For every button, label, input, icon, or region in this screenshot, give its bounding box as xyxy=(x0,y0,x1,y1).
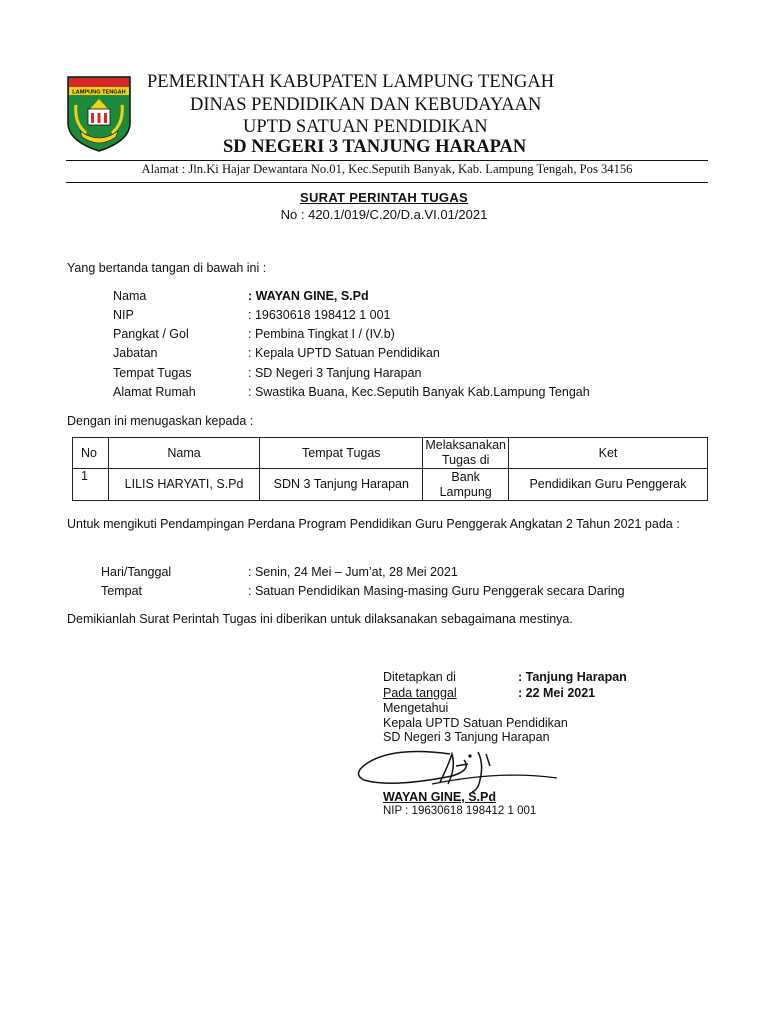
schedule-value: : Satuan Pendidikan Masing-masing Guru Penggerak secara Daring xyxy=(248,584,625,598)
school-name: SD NEGERI 3 TANJUNG HARAPAN xyxy=(223,137,527,157)
kop-divider-top xyxy=(66,160,708,161)
signer-value: : Swastika Buana, Kec.Seputih Banyak Kab.Lampung Tengah xyxy=(248,385,590,399)
school-address: Alamat : Jln.Ki Hajar Dewantara No.01, Kec.Seputih Banyak, Kab. Lampung Tengah, Pos 34156 xyxy=(141,162,633,176)
column-header: Tempat Tugas xyxy=(260,438,423,469)
signer-position: Kepala UPTD Satuan Pendidikan xyxy=(383,716,568,730)
table-cell: Bank Lampung xyxy=(423,469,509,501)
letter-number: No : 420.1/019/C.20/D.a.VI.01/2021 xyxy=(280,207,488,222)
set-date-value: : 22 Mei 2021 xyxy=(518,686,596,700)
signer-value: : SD Negeri 3 Tanjung Harapan xyxy=(248,366,422,380)
logo-text: LAMPUNG TENGAH xyxy=(72,89,126,96)
signer-label: Tempat Tugas xyxy=(113,366,192,380)
signer-value: : Kepala UPTD Satuan Pendidikan xyxy=(248,346,440,360)
column-header: Ket xyxy=(508,438,707,469)
signer-label: Nama xyxy=(113,289,147,303)
acknowledge-text: Mengetahui xyxy=(383,701,449,715)
signer-school: SD Negeri 3 Tanjung Harapan xyxy=(383,730,550,744)
signer-label: Jabatan xyxy=(113,346,158,360)
regency-logo xyxy=(66,75,132,153)
table-cell: LILIS HARYATI, S.Pd xyxy=(108,469,259,501)
assign-intro: Dengan ini menugaskan kepada : xyxy=(67,414,254,428)
signer-nip: NIP : 19630618 198412 1 001 xyxy=(383,805,537,817)
kop-line-1: PEMERINTAH KABUPATEN LAMPUNG TENGAH xyxy=(147,72,555,92)
schedule-label: Hari/Tanggal xyxy=(101,565,172,579)
signer-name: WAYAN GINE, S.Pd xyxy=(383,790,496,804)
column-header: Melaksanakan Tugas di xyxy=(423,438,509,469)
schedule-value: : Senin, 24 Mei – Jum’at, 28 Mei 2021 xyxy=(248,565,458,579)
signer-label: Alamat Rumah xyxy=(113,385,196,399)
kop-line-2: DINAS PENDIDIKAN DAN KEBUDAYAAN xyxy=(190,95,542,115)
signer-label: Pangkat / Gol xyxy=(113,327,189,341)
table-cell: Pendidikan Guru Penggerak xyxy=(508,469,707,501)
table-cell: 1 xyxy=(73,469,109,501)
set-place-value: : Tanjung Harapan xyxy=(518,670,627,684)
signer-value: : 19630618 198412 1 001 xyxy=(248,308,391,322)
kop-divider-bottom xyxy=(66,182,708,183)
closing-text: Demikianlah Surat Perintah Tugas ini diberikan untuk dilaksanakan sebagaimana mestinya. xyxy=(67,612,573,626)
table-header-row xyxy=(73,438,708,469)
column-header: No xyxy=(73,438,109,469)
schedule-label: Tempat xyxy=(101,584,142,598)
signer-value: : Pembina Tingkat I / (IV.b) xyxy=(248,327,395,341)
set-date-label: Pada tanggal xyxy=(383,686,457,700)
set-place-label: Ditetapkan di xyxy=(383,670,456,684)
letter-title: SURAT PERINTAH TUGAS xyxy=(299,190,469,205)
handwritten-signature xyxy=(352,740,562,795)
signer-value: : WAYAN GINE, S.Pd xyxy=(248,289,369,303)
intro-text: Yang bertanda tangan di bawah ini : xyxy=(67,261,267,275)
table-cell: SDN 3 Tanjung Harapan xyxy=(260,469,423,501)
assignment-table xyxy=(72,437,708,501)
purpose-text: Untuk mengikuti Pendampingan Perdana Program Pendidikan Guru Penggerak Angkatan 2 Tahun 2021 pada : xyxy=(67,517,680,531)
column-header: Nama xyxy=(108,438,259,469)
signer-label: NIP xyxy=(113,308,134,322)
kop-line-3: UPTD SATUAN PENDIDIKAN xyxy=(243,117,488,137)
table-row xyxy=(73,469,708,501)
